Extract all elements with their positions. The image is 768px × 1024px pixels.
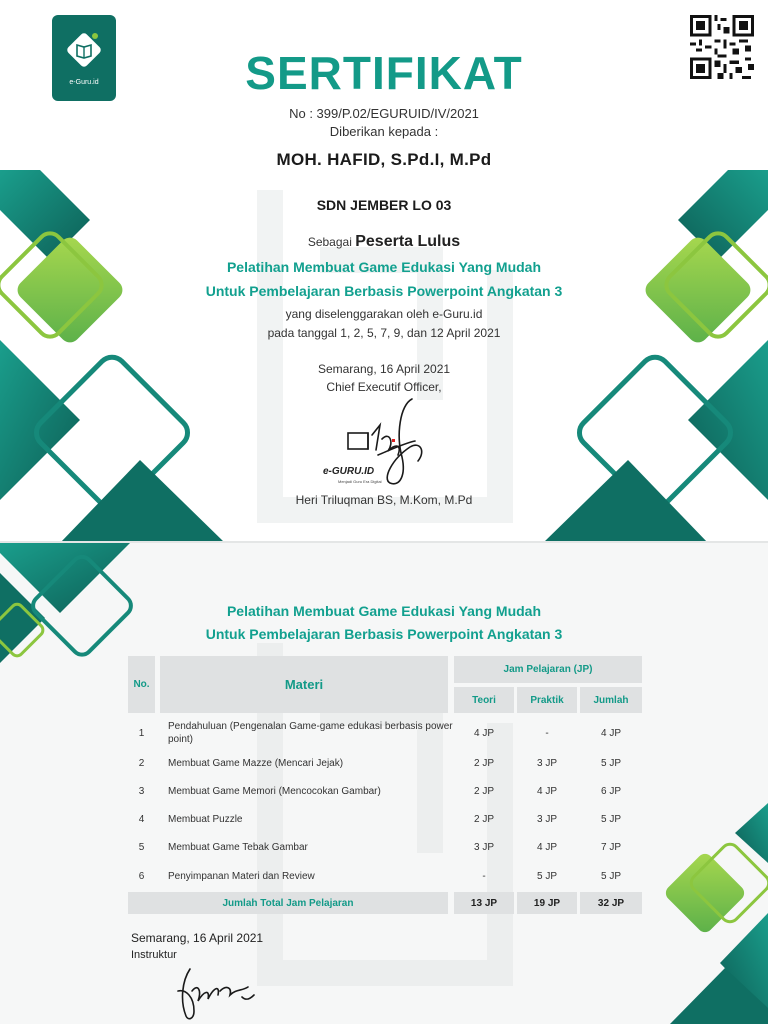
syllabus-course-line-2: Untuk Pembelajaran Berbasis Powerpoint Angkatan 3 (205, 626, 563, 642)
row-4-teori: 2 JP (473, 813, 494, 825)
stamp-text: e-GURU.ID (323, 466, 375, 477)
course-dates: pada tanggal 1, 2, 5, 7, 9, dan 12 April 2021 (267, 326, 501, 340)
logo-text: e-Guru.id (69, 79, 99, 86)
row-2-teori: 2 JP (473, 757, 494, 769)
course-title-line-2: Untuk Pembelajaran Berbasis Powerpoint Angkatan 3 (205, 283, 563, 299)
header-materi: Materi (160, 656, 448, 713)
row-4-praktik: 3 JP (536, 813, 557, 825)
row-2-materi: Membuat Game Mazze (Mencari Jejak) (168, 757, 344, 769)
row-4-jumlah: 5 JP (600, 813, 621, 825)
stamp-subtext: Menjadi Guru Era Digital (338, 479, 382, 484)
row-4-materi: Membuat Puzzle (168, 813, 243, 825)
course-title-line-1: Pelatihan Membuat Game Edukasi Yang Mudah (226, 259, 542, 275)
signer-role: Chief Executif Officer, (326, 380, 442, 394)
syllabus-signed-place-date: Semarang, 16 April 2021 (131, 931, 264, 945)
row-1-jumlah: 4 JP (600, 727, 621, 739)
header-jumlah: Jumlah (580, 687, 642, 713)
row-5-no: 5 (138, 842, 145, 853)
syllabus-page (0, 543, 768, 1024)
row-3-teori: 2 JP (473, 785, 494, 797)
certificate-title: SERTIFIKAT (245, 47, 523, 99)
row-1-teori: 4 JP (473, 727, 494, 739)
recipient-name: MOH. HAFID, S.Pd.I, M.Pd (276, 150, 492, 169)
row-6-praktik: 5 JP (536, 870, 557, 882)
total-teori: 13 JP (454, 892, 514, 914)
participant-role (0, 233, 768, 251)
row-2-no: 2 (138, 757, 145, 769)
header-no: No. (128, 656, 155, 713)
instructor-signature-icon (172, 961, 262, 1021)
row-3-materi: Membuat Game Memori (Mencocokan Gambar) (168, 785, 381, 797)
row-5-praktik: 4 JP (536, 842, 557, 853)
total-label: Jumlah Total Jam Pelajaran (128, 892, 448, 914)
left-decoration (0, 160, 240, 543)
total-praktik: 19 JP (517, 892, 577, 914)
signed-place-date: Semarang, 16 April 2021 (317, 362, 451, 376)
organizer-text: yang diselenggarakan oleh e-Guru.id (285, 307, 483, 321)
header-praktik: Praktik (517, 687, 577, 713)
row-2-praktik: 3 JP (536, 757, 557, 769)
instructor-role: Instruktur (131, 949, 177, 961)
row-6-materi: Penyimpanan Materi dan Review (168, 870, 315, 882)
row-3-no: 3 (138, 785, 145, 797)
bottom-right-decoration (640, 803, 768, 1024)
syllabus-course-line-1: Pelatihan Membuat Game Edukasi Yang Mudah (226, 603, 542, 619)
row-3-jumlah: 6 JP (600, 785, 621, 797)
header-jp-group: Jam Pelajaran (JP) (454, 656, 642, 683)
signer-name: Heri Triluqman BS, M.Kom, M.Pd (295, 493, 473, 507)
row-5-teori: 3 JP (473, 842, 494, 853)
row-2-jumlah: 5 JP (600, 757, 621, 769)
row-4-no: 4 (138, 813, 145, 825)
row-6-jumlah: 5 JP (600, 870, 621, 882)
row-3-praktik: 4 JP (536, 785, 557, 797)
row-6-teori: - (482, 870, 486, 882)
total-jumlah: 32 JP (580, 892, 642, 914)
role-value: Peserta Lulus (355, 233, 461, 250)
recipient-school: SDN JEMBER LO 03 (316, 197, 452, 213)
row-6-no: 6 (138, 870, 145, 882)
row-1-materi: Pendahuluan (Pengenalan Game-game edukasi berbasis power point) (168, 721, 453, 745)
row-1-no: 1 (138, 727, 145, 739)
row-5-materi: Membuat Game Tebak Gambar (168, 842, 308, 853)
certificate-number: No : 399/P.02/EGURUID/IV/2021 (289, 106, 479, 121)
row-1-praktik: - (545, 727, 549, 739)
role-prefix: Sebagai (307, 235, 352, 249)
header-teori: Teori (454, 687, 514, 713)
row-5-jumlah: 7 JP (600, 842, 621, 853)
given-to-label: Diberikan kepada : (329, 124, 439, 139)
right-decoration (528, 160, 768, 543)
